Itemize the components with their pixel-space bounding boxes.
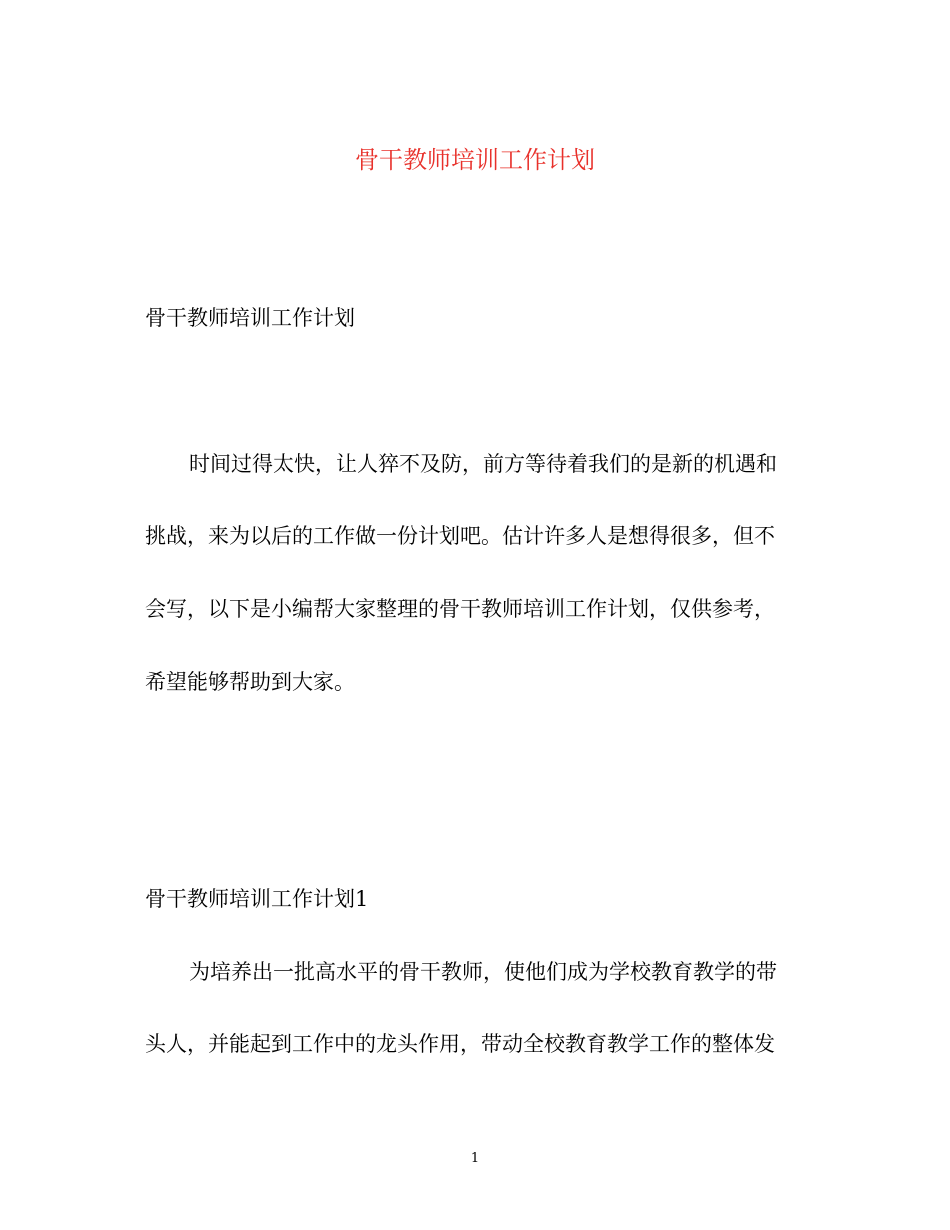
section1-heading: 骨干教师培训工作计划1 bbox=[145, 887, 369, 911]
intro-line-1: 时间过得太快，让人猝不及防，前方等待着我们的是新的机遇和 bbox=[189, 452, 777, 476]
document-subtitle: 骨干教师培训工作计划 bbox=[145, 306, 355, 330]
page-number: 1 bbox=[470, 1151, 480, 1166]
section1-line-2: 头人，并能起到工作中的龙头作用，带动全校教育教学工作的整体发 bbox=[145, 1032, 775, 1056]
intro-line-2: 挑战，来为以后的工作做一份计划吧。估计许多人是想得很多，但不 bbox=[145, 524, 775, 548]
intro-line-3: 会写，以下是小编帮大家整理的骨干教师培训工作计划，仅供参考， bbox=[145, 597, 775, 621]
intro-line-4: 希望能够帮助到大家。 bbox=[145, 670, 355, 694]
document-title: 骨干教师培训工作计划 bbox=[355, 146, 595, 174]
section1-line-1: 为培养出一批高水平的骨干教师，使他们成为学校教育教学的带 bbox=[189, 960, 777, 984]
